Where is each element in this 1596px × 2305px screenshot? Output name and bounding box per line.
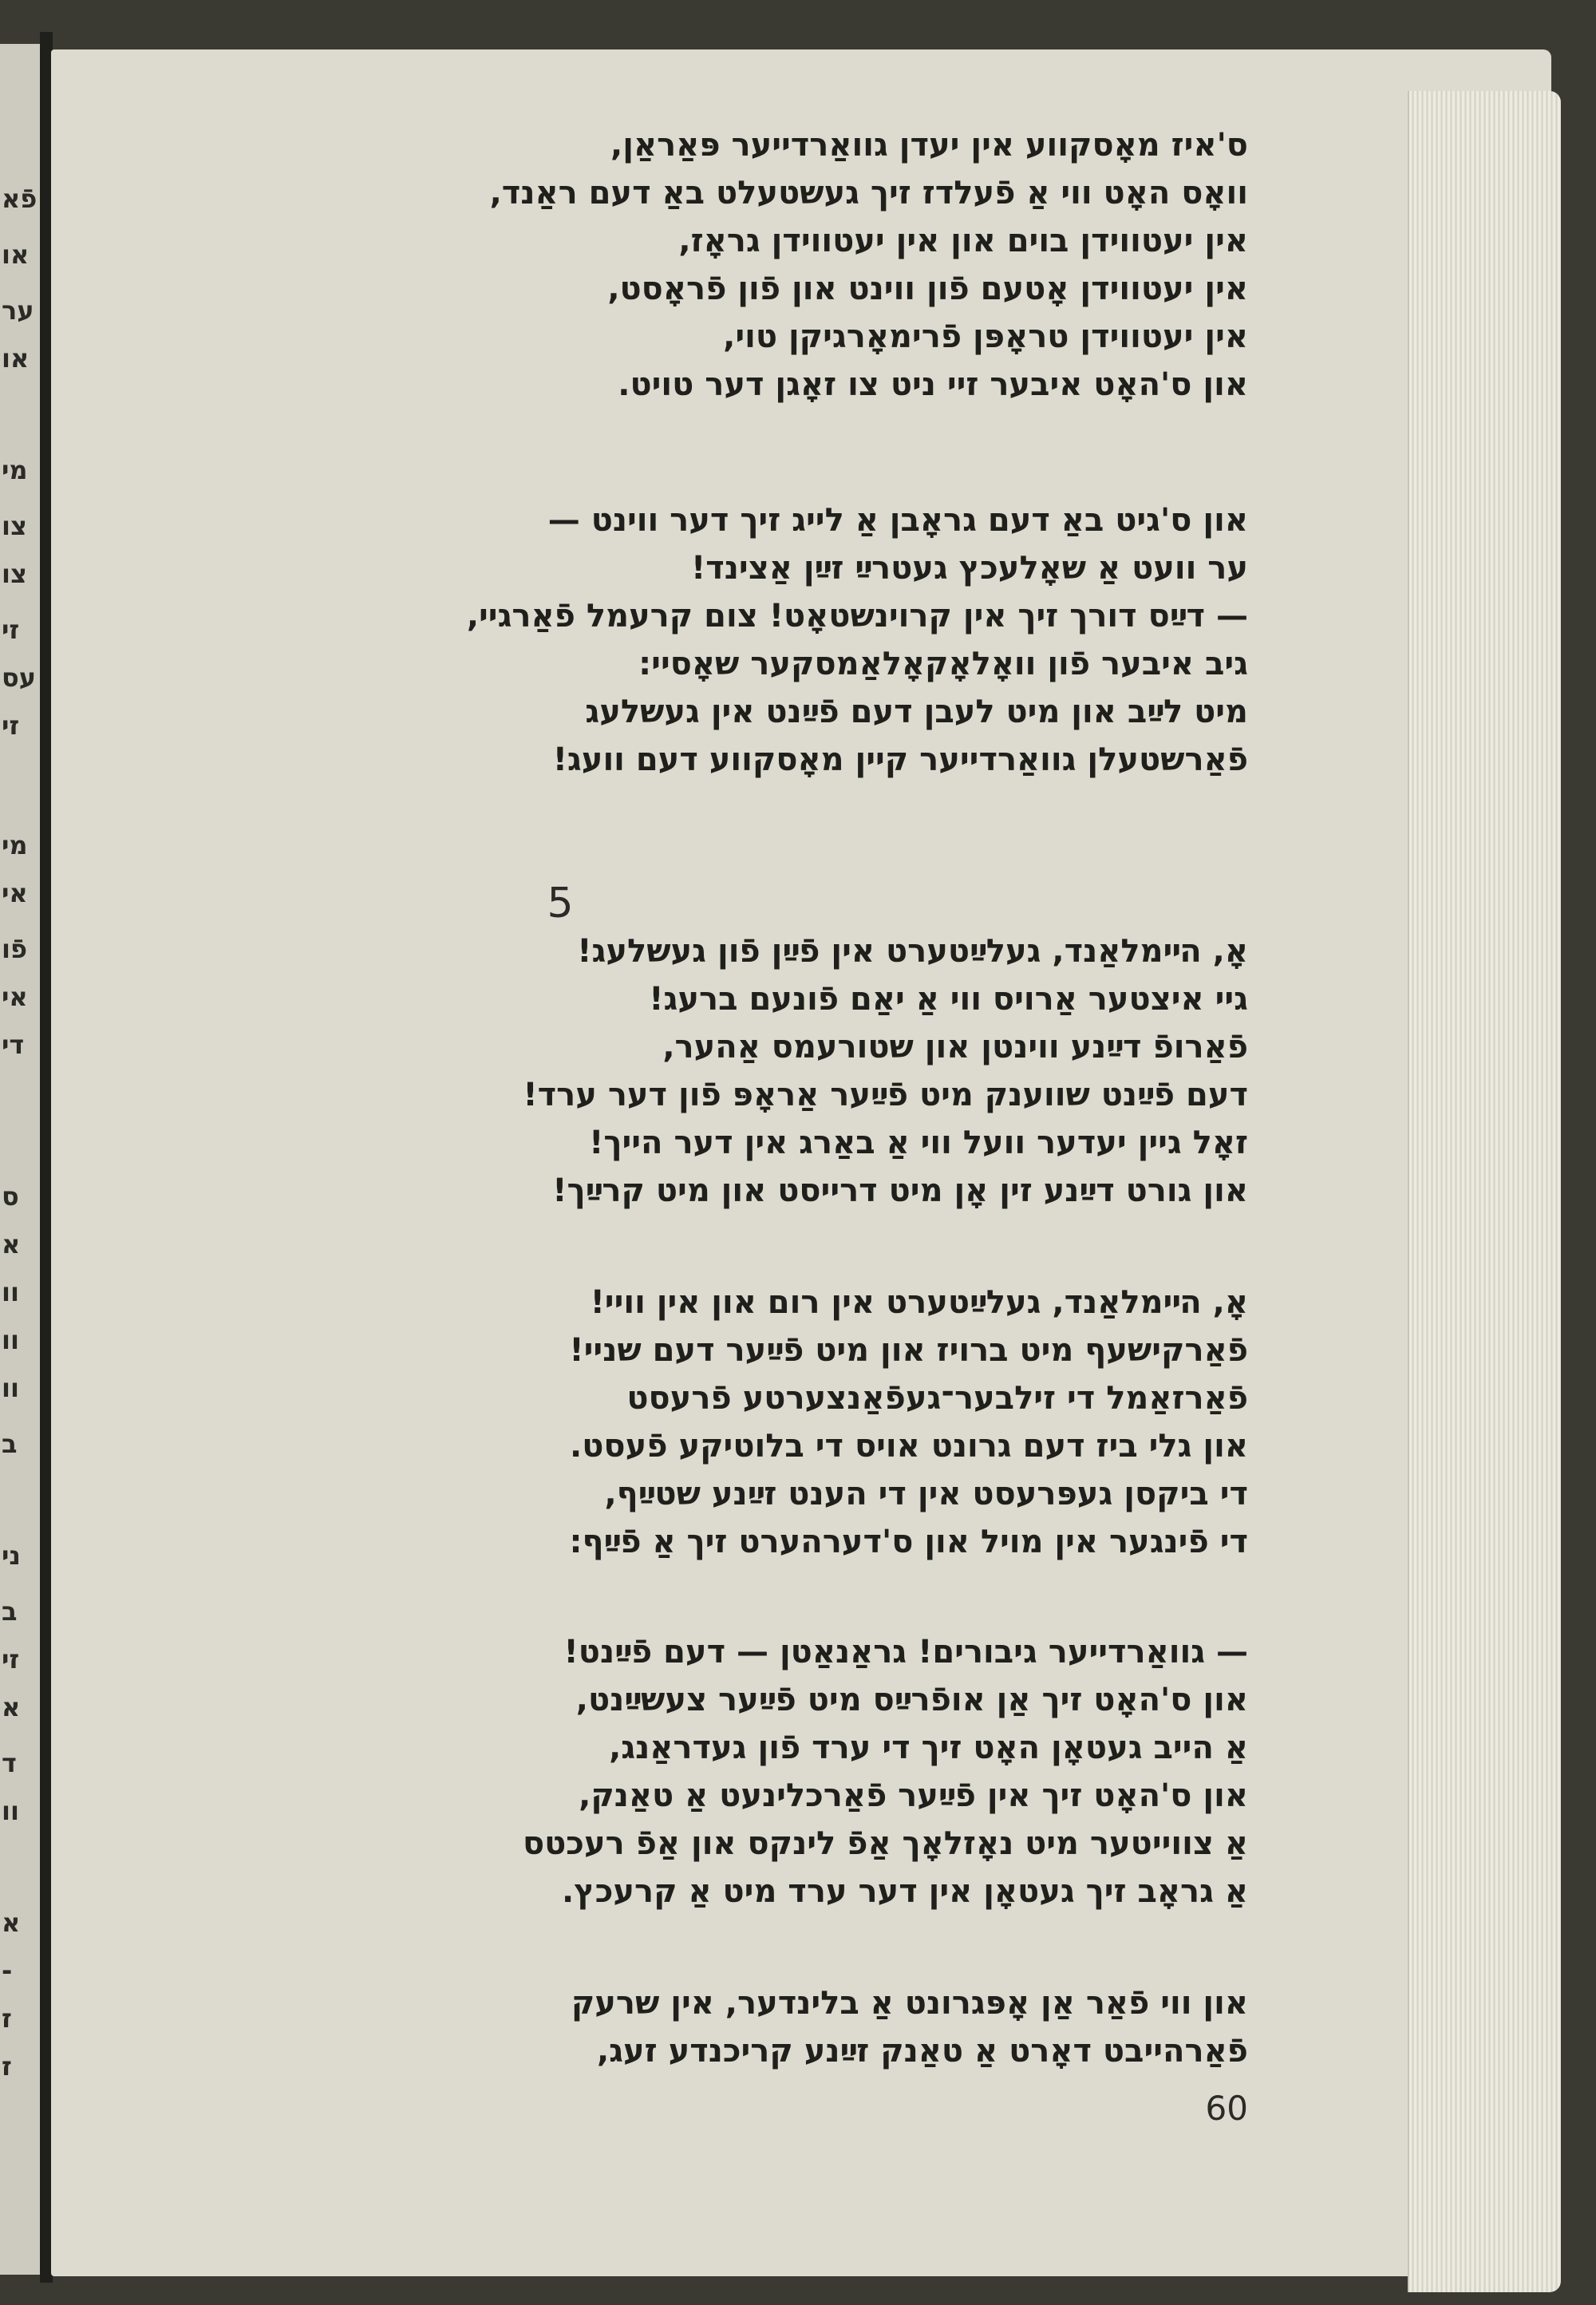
stanza-5 — [346, 1628, 1248, 1916]
left-page-fragment: או — [2, 239, 30, 270]
poem-line: אָ, הײמלאַנד, געלײַטערט אין פֿײַן פֿון געשלעג! — [577, 933, 1248, 970]
poem-line: די ביקסן געפּרעסט אין די הענט זײַנע שטײַף, — [604, 1476, 1248, 1512]
poem-line: ס'איז מאָסקווע אין יעדן גוואַרדייער פּאַראַן, — [610, 127, 1248, 164]
poem-line: אַ צווייטער מיט נאָזלאָך אַפֿ לינקס און אַפֿ רעכטס — [522, 1825, 1248, 1862]
poem-line: פֿאַרשטעלן גוואַרדייער קיין מאָסקווע דעם וועג! — [552, 741, 1248, 778]
poem-line: פֿאַרזאַמל די זילבער־געפֿאַנצערטע פֿרעסט — [626, 1380, 1248, 1417]
poem-line: פֿאַרופֿ דײַנע ווינטן און שטורעמס אַהער, — [662, 1029, 1248, 1066]
stanza-3 — [346, 927, 1248, 1215]
left-page-fragment: וו — [2, 1796, 19, 1826]
poem-line: גיב איבער פֿון וואָלאָקאָלאַמסקער שאָסיי: — [638, 646, 1248, 682]
left-page-fragment: א — [2, 1229, 21, 1259]
left-page-fragment: זי — [2, 1644, 20, 1674]
left-page-fragment: ס — [2, 1181, 19, 1212]
poem-line: — דײַס דורך זיך אין קרוינשטאָט! צום קרעמל פֿאַרגיי, — [466, 598, 1248, 635]
poem-line: אָ, הײמלאַנד, געלײַטערט אין רום און אין וויי! — [590, 1284, 1248, 1321]
poem-line: דעם פֿײַנט שווענק מיט פֿײַער אַראָפּ פֿון דער ערד! — [523, 1077, 1248, 1113]
left-page-fragment: א — [2, 1908, 21, 1938]
stanza-6 — [346, 1979, 1248, 2075]
poem-line: — גוואַרדייער גיבורים! גראַנאַטן — דעם פֿײַנט! — [563, 1634, 1248, 1670]
poem-line: און ס'האָט זיך אין פֿײַער פֿאַרכלינעט אַ טאַנק, — [579, 1777, 1248, 1814]
poem-line: און ס'האָט איבער זיי ניט צו זאָגן דער טויט. — [618, 366, 1248, 403]
page-edges — [1408, 91, 1561, 2292]
poem-line: אין יעטווידן טראָפּן פֿרימאָרגיקן טוי, — [723, 318, 1248, 355]
left-page-fragment: ד — [2, 1748, 17, 1778]
left-page-fragment: די — [2, 1030, 25, 1060]
poem-line: מיט לײַב און מיט לעבן דעם פֿײַנט אין געשלעג — [585, 694, 1248, 730]
left-page-fragment: ב — [2, 1596, 18, 1627]
left-page-fragment: אי — [2, 878, 28, 908]
poem-line: די פֿינגער אין מויל און ס'דערהערט זיך אַ פֿײַף: — [569, 1524, 1248, 1560]
poem-line: און ס'גיט באַ דעם גראָבן אַ לייג זיך דער ווינט — — [547, 502, 1248, 539]
left-page-fragment: ז — [2, 2051, 12, 2082]
stanza-4 — [346, 1279, 1248, 1566]
poem-line: אין יעטווידן אָטעם פֿון ווינט און פֿון פֿראָסט, — [607, 271, 1248, 307]
poem-line: אַ גראָב זיך געטאָן אין דער ערד מיט אַ קרעכץ. — [562, 1873, 1248, 1910]
poem-line: און ווי פֿאַר אַן אָפּגרונט אַ בלינדער, אין שרעק — [571, 1985, 1248, 2022]
left-page-fragment: פֿו — [2, 934, 28, 964]
left-page-fragment: פֿא — [2, 184, 37, 214]
left-page-fragment: אי — [2, 982, 28, 1012]
left-page-fragment: ני — [2, 1540, 21, 1571]
poem-line: וואָס האָט ווי אַ פֿעלדז זיך געשטעלט באַ דעם ראַנד, — [489, 175, 1248, 212]
left-page-fragment: צו — [2, 559, 27, 589]
poem-line: און ס'האָט זיך אַן אופֿרײַס מיט פֿײַער צעשײַנט, — [575, 1682, 1248, 1718]
section-number: 5 — [547, 880, 574, 927]
stanza-2 — [346, 496, 1248, 784]
left-facing-page — [0, 44, 45, 2275]
poem-line: פֿאַרהייבט דאָרט אַ טאַנק זײַנע קריכנדע זעג, — [596, 2033, 1248, 2070]
left-page-fragment: וו — [2, 1277, 19, 1307]
poem-line: פֿאַרקישעף מיט ברויז און מיט פֿײַער דעם שניי! — [569, 1332, 1248, 1369]
left-page-fragment: ז — [2, 2003, 12, 2034]
poem-line: אַ הייב געטאָן האָט זיך די ערד פֿון געדראַנג, — [609, 1730, 1248, 1766]
left-page-fragment: זי — [2, 615, 20, 645]
stanza-1 — [346, 121, 1248, 409]
left-page-fragment: או — [2, 343, 30, 374]
left-page-fragment: וו — [2, 1373, 19, 1403]
left-page-fragment: מי — [2, 455, 28, 485]
poem-line: זאָל גיין יעדער וועל ווי אַ באַרג אין דער הייך! — [589, 1125, 1248, 1161]
poem-line: גיי איצטער אַרויס ווי אַ יאַם פֿונעם ברעג! — [649, 981, 1248, 1018]
page-number: 60 — [1205, 2089, 1248, 2128]
book-page — [51, 49, 1551, 2276]
poem-line: און גורט דײַנע זין אָן מיט דרייסט און מיט קרײַך! — [552, 1172, 1248, 1209]
left-page-fragment: ער — [2, 295, 34, 326]
left-page-fragment: מי — [2, 830, 28, 860]
poem-line: ער וועט אַ שאָלעכץ געטרײַ זײַן אַצינד! — [691, 550, 1248, 587]
left-page-fragment: - — [2, 1955, 13, 1986]
left-page-fragment: וו — [2, 1325, 19, 1355]
left-page-fragment: ב — [2, 1429, 18, 1459]
left-page-fragment: א — [2, 1692, 21, 1722]
poem-line: און גלי ביז דעם גרונט אויס די בלוטיקע פֿעסט. — [570, 1428, 1248, 1465]
left-page-fragment: זי — [2, 710, 20, 741]
left-page-fragment: עס — [2, 662, 37, 693]
poem-line: אין יעטווידן בוים און אין יעטווידן גראָז, — [678, 223, 1248, 259]
left-page-fragment: צו — [2, 511, 27, 541]
